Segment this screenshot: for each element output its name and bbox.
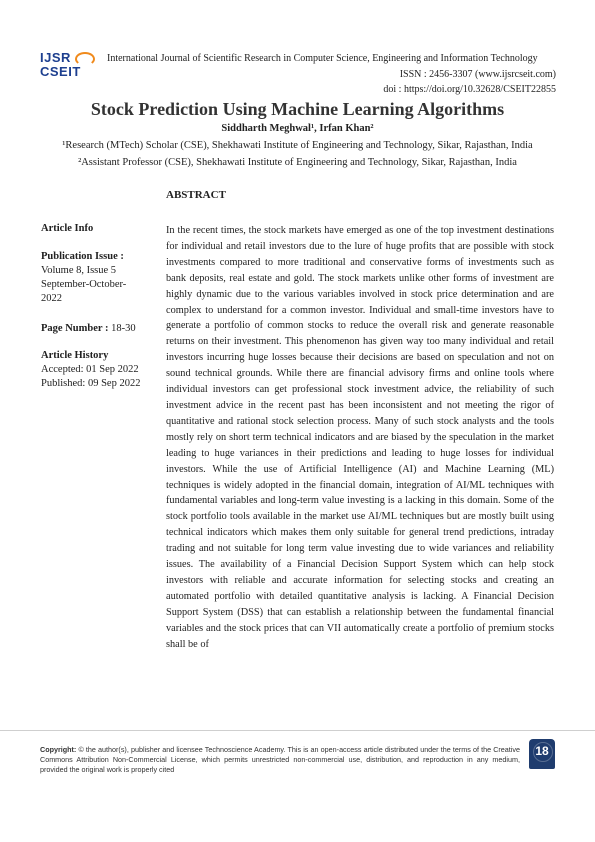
issn: ISSN : 2456-3307 (www.ijsrcseit.com) — [399, 69, 556, 80]
affiliation-2: ²Assistant Professor (CSE), Shekhawati Institute of Engineering and Technology, Sikar, Rajasthan, India — [78, 157, 517, 168]
affiliation-1: ¹Research (MTech) Scholar (CSE), Shekhawati Institute of Engineering and Technology, Sikar, Rajasthan, India — [62, 140, 533, 151]
article-info-heading — [41, 222, 93, 236]
published-date: Published: 09 Sep 2022 — [41, 378, 141, 389]
article-info-label: Article Info — [41, 223, 94, 234]
article-history-label: Article History — [41, 350, 109, 361]
article-history — [41, 349, 140, 391]
copyright-label: Copyright: — [40, 745, 77, 754]
publication-issue-label: Publication Issue : — [41, 251, 124, 262]
issue-period-line1: September-October- — [41, 279, 127, 290]
doi-link[interactable]: doi : https://doi.org/10.32628/CSEIT22855 — [383, 84, 556, 95]
issue-period-line2: 2022 — [41, 293, 62, 304]
copyright-notice — [40, 745, 520, 775]
journal-name: International Journal of Scientific Research in Computer Science, Engineering and Information Technology — [107, 53, 538, 64]
copyright-text: © the author(s), publisher and licensee Technoscience Academy. This is an open-access article distributed under the terms of the Creative Commons Attribution Non-Commercial License, which permits unrestricted non-commercial use, distribution, and reproduction in any medium, provided the original work is properly cited — [40, 745, 520, 774]
accepted-date: Accepted: 01 Sep 2022 — [41, 364, 139, 375]
logo-text-cseit: CSEIT — [40, 64, 81, 79]
volume-issue: Volume 8, Issue 5 — [41, 265, 117, 276]
abstract-body: In the recent times, the stock markets have emerged as one of the top investment destinations for individual and retail investors due to the lure of huge profits that are possible with stock investments compared to more traditional and conservative forms of investments such as bank deposits, real estate and gold. The stock markets unlike other forms of investment are highly dynamic due to the various variables involved in stock price determination and are complex to understand for a common investor. Individual and small-time investors have to generate a portfolio of common stocks to reduce the overall risk and generate reasonable returns on their investment. This phenomenon has given way too many individual and retail investors incurring huge losses because their decisions are based on speculation and not on sound technical grounds. While there are financial advisory firms and online tools where individual investors can get professional stock investment advice, the reliability of such investment advice in the recent past has been inconsistent and not meeting the rigor of quantitative and rational stock selection process. Many of such stock analysts and the tools mostly rely on short term technical indicators and are biased by the speculation in the market leading to huge variances in their predictions and leading to huge losses for individual investors. While the use of Artificial Intelligence (AI) and Machine Learning (ML) techniques is widely adopted in the financial domain, integration of AI/ML techniques with fundamental variables and long-term value investing is a lacking in this domain. Some of the stock portfolio tools available in the market use AI/ML techniques but are mostly built using technical indicators which makes them only suitable for general trend predictions, intraday trading and not suitable for long term value investing due to wide variances and reliability issues. The availability of a Financial Decision Support System which can help stock investors with reliable and accurate information for selecting stocks and creating an automated portfolio with detailed quantitative analysis is lacking. A Financial Decision Support System (DSS) that can establish a relationship between the fundamental financial variables and the stock prices that can VII automatically create a portfolio of premium stocks shall be of — [166, 225, 554, 650]
journal-logo — [40, 50, 100, 84]
page-number-badge — [529, 739, 555, 769]
footer-divider — [0, 730, 595, 731]
page-number: 18 — [535, 744, 549, 758]
page-number-info — [41, 322, 136, 336]
page-number-label: Page Number : — [41, 323, 109, 334]
paper-title: Stock Prediction Using Machine Learning Algorithms — [90, 99, 505, 119]
logo-text-ijsr: IJSR — [40, 50, 71, 65]
abstract-heading: ABSTRACT — [166, 189, 226, 201]
page-range: 18-30 — [108, 323, 136, 334]
authors: Siddharth Meghwal¹, Irfan Khan² — [221, 123, 374, 134]
publication-issue — [41, 250, 126, 306]
